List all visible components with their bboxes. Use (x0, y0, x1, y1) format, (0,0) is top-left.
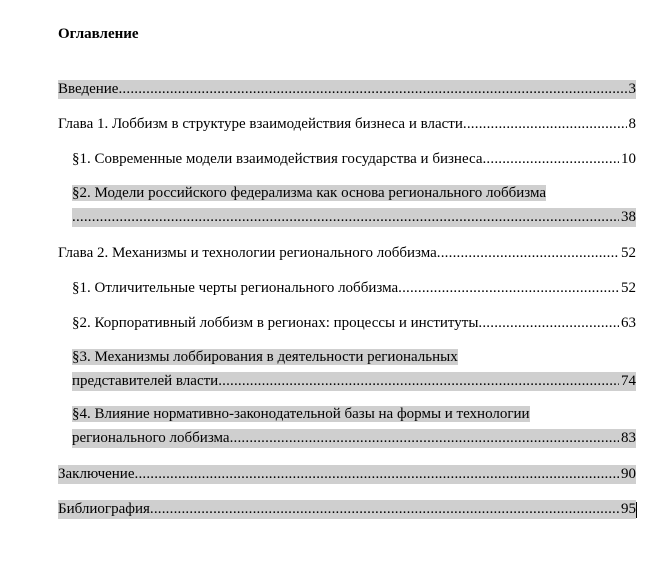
toc-leader-dots (150, 500, 619, 519)
toc-entry-text: §4. Влияние нормативно-законодательной базы на формы и технологии (72, 406, 530, 422)
toc-entry-text: §1. Современные модели взаимодействия государства и бизнеса (72, 151, 483, 167)
toc-entry-ch2-section-3-line2[interactable] (72, 372, 636, 391)
toc-page-number: 63 (621, 315, 636, 331)
toc-entry-ch2-section-4-line1[interactable] (72, 405, 530, 424)
toc-entry-text: Введение (58, 81, 119, 97)
toc-page-number: 95 (621, 501, 636, 517)
toc-entry-ch1-section-2-line1[interactable] (72, 184, 546, 203)
toc-page-number: 8 (628, 116, 636, 132)
toc-leader-dots (437, 244, 619, 263)
toc-entry-text: представителей власти (72, 373, 219, 389)
toc-page-number: 52 (621, 280, 636, 296)
toc-page-number: 83 (621, 430, 636, 446)
toc-leader-dots (398, 279, 619, 298)
toc-page-number: 38 (621, 209, 636, 225)
toc-entry-ch2-section-1[interactable] (72, 279, 636, 298)
toc-entry-text: регионального лоббизма (72, 430, 230, 446)
toc-entry-text: Заключение (58, 466, 135, 482)
toc-page-number: 52 (621, 245, 636, 261)
text-cursor (636, 502, 637, 518)
toc-entry-text: §3. Механизмы лоббирования в деятельности региональных (72, 349, 458, 365)
toc-leader-dots (72, 208, 619, 227)
toc-leader-dots (482, 150, 619, 169)
toc-entry-ch2-section-2[interactable] (72, 314, 636, 333)
toc-leader-dots (478, 314, 619, 333)
toc-entry-chapter-1[interactable] (58, 115, 636, 134)
toc-leader-dots (230, 429, 619, 448)
toc-entry-text: §1. Отличительные черты регионального лоббизма (72, 280, 399, 296)
toc-leader-dots (463, 115, 627, 134)
toc-leader-dots (118, 80, 626, 99)
toc-entry-text: Глава 2. Механизмы и технологии регионального лоббизма (58, 245, 437, 261)
toc-leader-dots (135, 465, 620, 484)
toc-entry-introduction[interactable] (58, 80, 636, 99)
toc-leader-dots (218, 372, 619, 391)
toc-entry-text: Глава 1. Лоббизм в структуре взаимодействия бизнеса и власти (58, 116, 463, 132)
toc-page-number: 10 (621, 151, 636, 167)
toc-entry-conclusion[interactable] (58, 465, 636, 484)
toc-entry-bibliography[interactable] (58, 500, 636, 519)
toc-entry-ch1-section-1[interactable] (72, 150, 636, 169)
toc-entry-text: Библиография (58, 501, 150, 517)
toc-entry-ch1-section-2-line2[interactable] (72, 208, 636, 227)
toc-title: Оглавление (58, 26, 139, 42)
toc-entry-text: §2. Модели российского федерализма как основа регионального лоббизма (72, 185, 547, 201)
toc-page-number: 74 (621, 373, 636, 389)
toc-entry-ch2-section-3-line1[interactable] (72, 348, 458, 367)
toc-entry-text: §2. Корпоративный лоббизм в регионах: процессы и институты (72, 315, 479, 331)
toc-entry-chapter-2[interactable] (58, 244, 636, 263)
toc-entry-ch2-section-4-line2[interactable] (72, 429, 636, 448)
toc-page-number: 3 (628, 81, 636, 97)
toc-page-number: 90 (621, 466, 636, 482)
